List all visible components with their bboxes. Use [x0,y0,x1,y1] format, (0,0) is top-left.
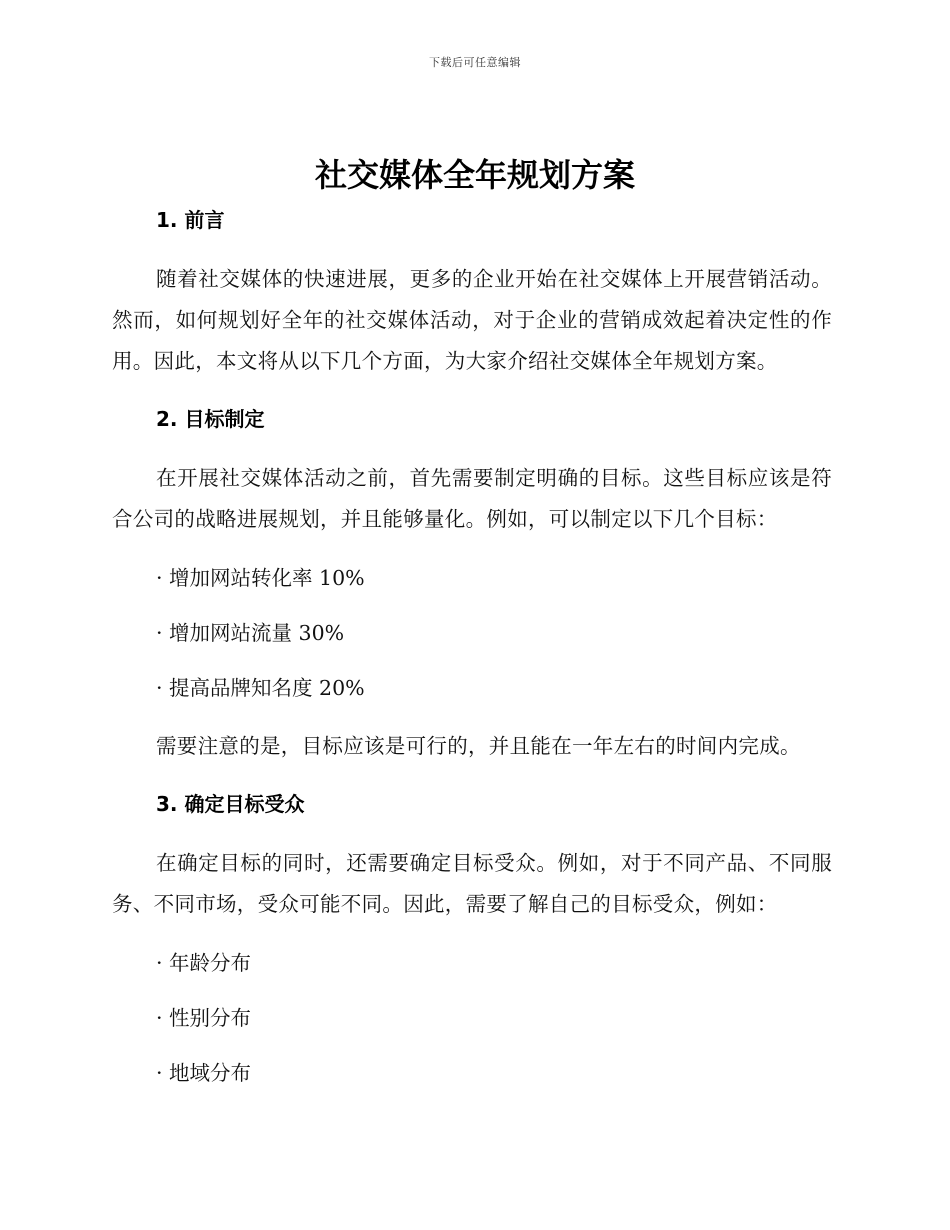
paragraph-target-audience: 在确定目标的同时，还需要确定目标受众。例如，对于不同产品、不同服务、不同市场，受众可能不同。因此，需要了解自己的目标受众，例如： [112,851,832,916]
section-heading-preface: 1. 前言 [156,208,225,232]
document-title: 社交媒体全年规划方案 [314,156,635,194]
list-item: · 性别分布 [156,1006,252,1030]
list-item: · 提高品牌知名度 20% [156,676,365,700]
running-header: 下载后可任意编辑 [429,56,521,69]
paragraph-goal-setting: 在开展社交媒体活动之前，首先需要制定明确的目标。这些目标应该是符合公司的战略进展规划，并且能够量化。例如，可以制定以下几个目标： [112,466,832,531]
document-body [112,203,832,1090]
list-item: · 增加网站流量 30% [156,621,345,645]
section-heading-target-audience: 3. 确定目标受众 [156,792,305,816]
section-heading-goal-setting: 2. 目标制定 [156,407,265,431]
list-item: · 增加网站转化率 10% [156,566,365,590]
list-item: · 年龄分布 [156,951,252,975]
paragraph-goal-note: 需要注意的是，目标应该是可行的，并且能在一年左右的时间内完成。 [156,734,801,758]
paragraph-preface: 随着社交媒体的快速进展，更多的企业开始在社交媒体上开展营销活动。然而，如何规划好全年的社交媒体活动，对于企业的营销成效起着决定性的作用。因此，本文将从以下几个方面，为大家介绍社交媒体全年规划方案。 [112,267,832,373]
list-item: · 地域分布 [156,1061,252,1085]
